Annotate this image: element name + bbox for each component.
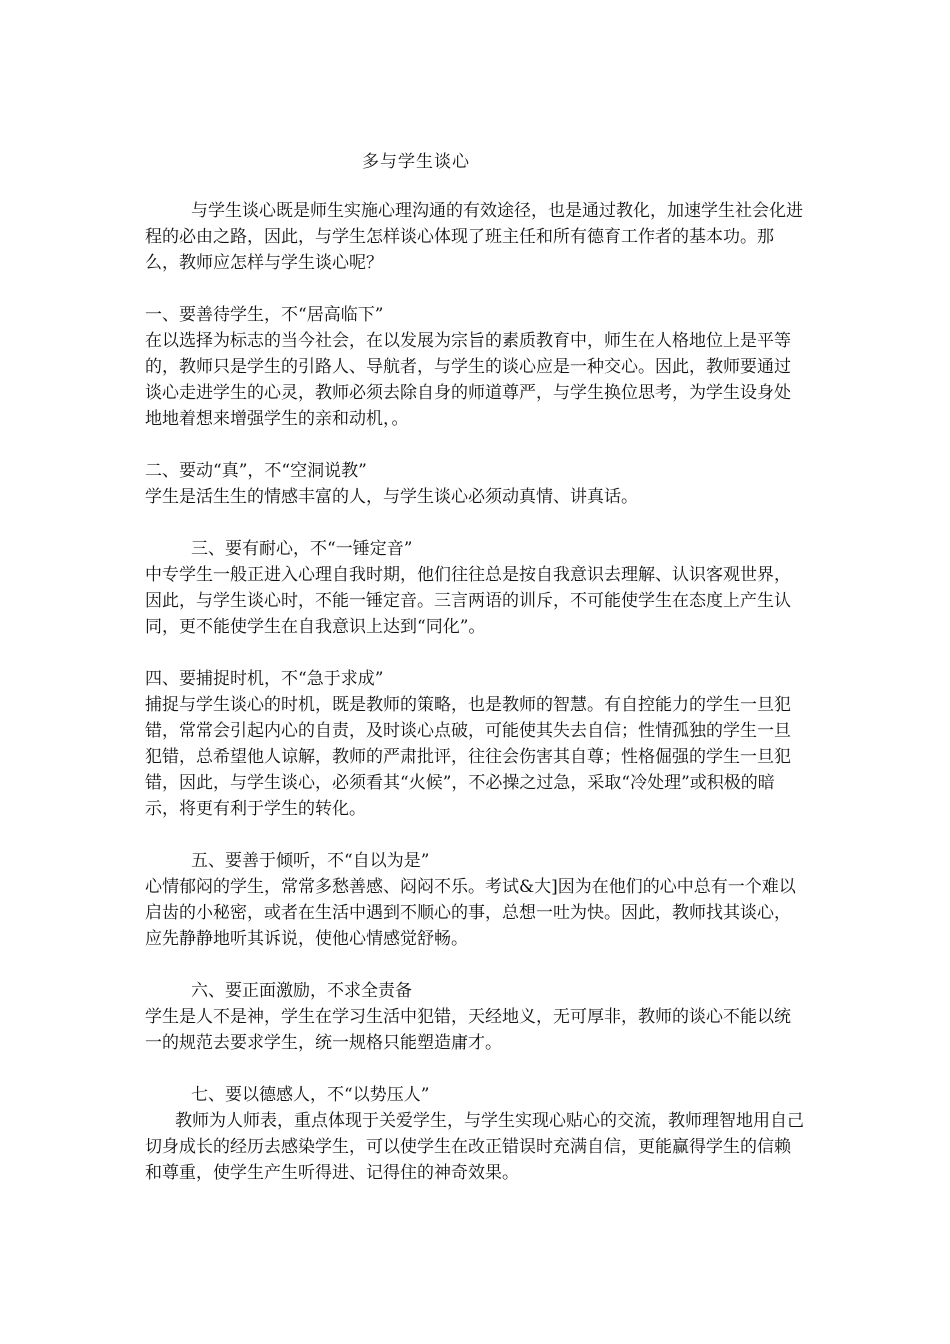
paragraph-gap <box>145 640 807 666</box>
paragraph-gap <box>145 510 807 536</box>
paragraph-gap <box>145 1056 807 1082</box>
section-body-2: 学生是活生生的情感丰富的人，与学生谈心必须动真情、讲真话。 <box>145 487 638 507</box>
section-body-7: 教师为人师表，重点体现于关爱学生，与学生实现心贴心的交流，教师理智地用自己切身成长的经历去感染学生，可以使学生在改正错误时充满自信，更能赢得学生的信赖和尊重，使学生产生听得进、记得住的神奇效果。 <box>145 1111 804 1183</box>
intro-paragraph: 与学生谈心既是师生实施心理沟通的有效途径，也是通过教化，加速学生社会化进程的必由之路，因此，与学生怎样谈心体现了班主任和所有德育工作者的基本功。那么，教师应怎样与学生谈心呢？ <box>145 201 803 273</box>
section-heading-5: 五、要善于倾听，不“自以为是” <box>191 851 430 871</box>
section-heading-6: 六、要正面激励，不求全责备 <box>191 981 412 1001</box>
section-heading-3: 三、要有耐心，不“一锤定音” <box>191 539 413 559</box>
section-heading-2: 二、要动“真”，不“空洞说教” <box>145 461 367 481</box>
section-heading-4: 四、要捕捉时机，不“急于求成” <box>145 669 384 689</box>
paragraph-gap <box>145 952 807 978</box>
section-body-1: 在以选择为标志的当今社会，在以发展为宗旨的素质教育中，师生在人格地位上是平等的，教师只是学生的引路人、导航者，与学生的谈心应是一种交心。因此，教师要通过谈心走进学生的心灵，教师必须去除自身的师道尊严，与学生换位思考，为学生设身处地地着想来增强学生的亲和动机，。 <box>145 331 791 429</box>
section-body-4: 捕捉与学生谈心的时机，既是教师的策略，也是教师的智慧。有自控能力的学生一旦犯错，常常会引起内心的自责，及时谈心点破，可能使其失去自信；性情孤独的学生一旦犯错，总希望他人谅解，教师的严肃批评，往往会伤害其自尊；性格倔强的学生一旦犯错，因此，与学生谈心，必须看其“火候”，不必操之过急，采取“冷处理”或积极的暗示，将更有利于学生的转化。 <box>145 695 791 819</box>
section-body-3: 中专学生一般正进入心理自我时期，他们往往总是按自我意识去理解、认识客观世界，因此，与学生谈心时，不能一锤定音。三言两语的训斥，不可能使学生在态度上产生认同，更不能使学生在自我意识上达到“同化”。 <box>145 565 791 637</box>
page-title: 多与学生谈心 <box>362 152 470 172</box>
paragraph-gap <box>145 432 807 458</box>
section-heading-1: 一、要善待学生，不“居高临下” <box>145 305 384 325</box>
paragraph-gap <box>145 822 807 848</box>
paragraph-gap <box>145 276 807 302</box>
section-body-5: 心情郁闷的学生，常常多愁善感、闷闷不乐。考试&大]因为在他们的心中总有一个难以启齿的小秘密，或者在生活中遇到不顺心的事，总想一吐为快。因此，教师找其谈心，应先静静地听其诉说，使他心情感觉舒畅。 <box>145 877 796 949</box>
section-heading-7: 七、要以德感人，不“以势压人” <box>191 1085 430 1105</box>
section-body-6: 学生是人不是神，学生在学习生活中犯错，天经地义，无可厚非，教师的谈心不能以统一的规范去要求学生，统一规格只能塑造庸才。 <box>145 1007 791 1053</box>
document-body <box>145 198 807 1186</box>
